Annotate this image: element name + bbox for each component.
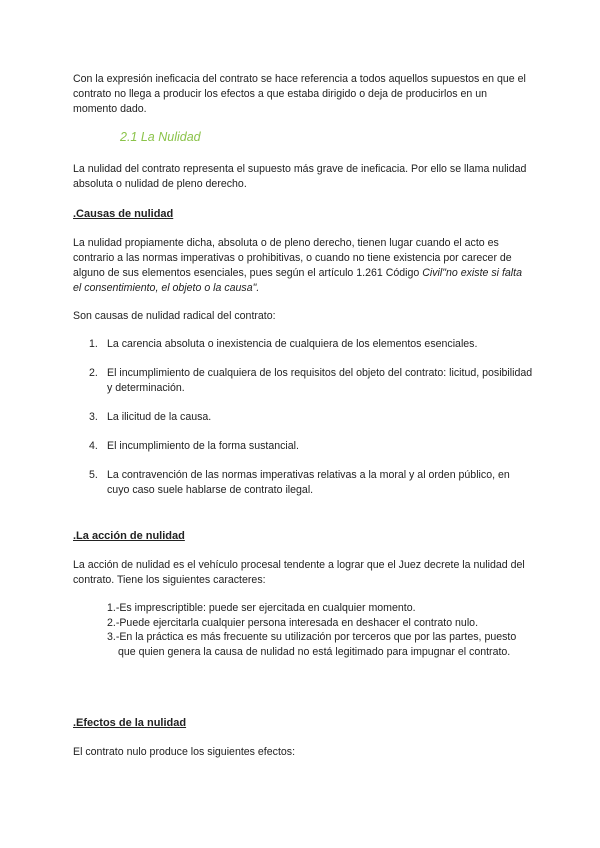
list-item-text: La ilicitud de la causa. (107, 411, 212, 423)
causas-paragraph-quote: Civil"no existe si falta el consentimiento, el objeto o la causa". (73, 267, 522, 294)
list-item-number: 5. (89, 469, 98, 481)
list-item (73, 410, 533, 425)
efectos-heading: .Efectos de la nulidad (73, 717, 187, 729)
causas-heading: .Causas de nulidad (73, 208, 174, 220)
causas-paragraph (73, 236, 533, 296)
list-item-number: 1. (89, 338, 98, 350)
accion-heading: .La acción de nulidad (73, 530, 185, 542)
list-item (73, 439, 533, 454)
intro-paragraph: Con la expresión ineficacia del contrato se hace referencia a todos aquellos supuestos en que el contrato no llega a producir los efectos a que estaba dirigido o deja de producirlos en un momento dado. (73, 73, 526, 115)
causas-list (73, 337, 533, 512)
list-item-number: 3. (89, 411, 98, 423)
list-item: 2.-Puede ejercitarla cualquier persona interesada en deshacer el contrato nulo. (107, 616, 479, 629)
list-item-text: El incumplimiento de la forma sustancial. (107, 440, 299, 452)
efectos-paragraph: El contrato nulo produce los siguientes efectos: (73, 746, 296, 758)
causas-paragraph-text: La nulidad propiamente dicha, absoluta o de pleno derecho, tienen lugar cuando el acto es contrario a las normas imperativas o prohibitivas, o cuando no tiene existencia por carecer de alguno de sus elementos esenciales, pues según el artículo 1.261 Código (73, 237, 512, 279)
accion-paragraph: La acción de nulidad es el vehículo procesal tendente a lograr que el Juez decrete la nulidad del contrato. Tiene los siguientes caracteres: (73, 559, 525, 586)
list-item-text: El incumplimiento de cualquiera de los requisitos del objeto del contrato: licitud, posibilidad y determinación. (107, 367, 533, 394)
nulidad-paragraph: La nulidad del contrato representa el supuesto más grave de ineficacia. Por ello se llama nulidad absoluta o nulidad de pleno derecho. (73, 163, 527, 190)
list-item: 3.-En la práctica es más frecuente su utilización por terceros que por las partes, puesto que quien genera la causa de nulidad no está legitimado para impugnar el contrato. (107, 631, 517, 658)
list-item (73, 468, 533, 498)
list-item-text: La carencia absoluta o inexistencia de cualquiera de los elementos esenciales. (107, 338, 478, 350)
list-item: 1.-Es imprescriptible: puede ser ejercitada en cualquier momento. (107, 602, 416, 614)
causas-list-intro: Son causas de nulidad radical del contrato: (73, 310, 276, 322)
list-item-text: La contravención de las normas imperativas relativas a la moral y al orden público, en cuyo caso suele hablarse de contrato ilegal. (107, 469, 510, 496)
list-item (73, 366, 533, 396)
list-item-number: 4. (89, 440, 98, 452)
section-title: 2.1 La Nulidad (120, 130, 201, 144)
list-item (73, 337, 533, 352)
accion-list (107, 601, 527, 659)
list-item-number: 2. (89, 367, 98, 379)
